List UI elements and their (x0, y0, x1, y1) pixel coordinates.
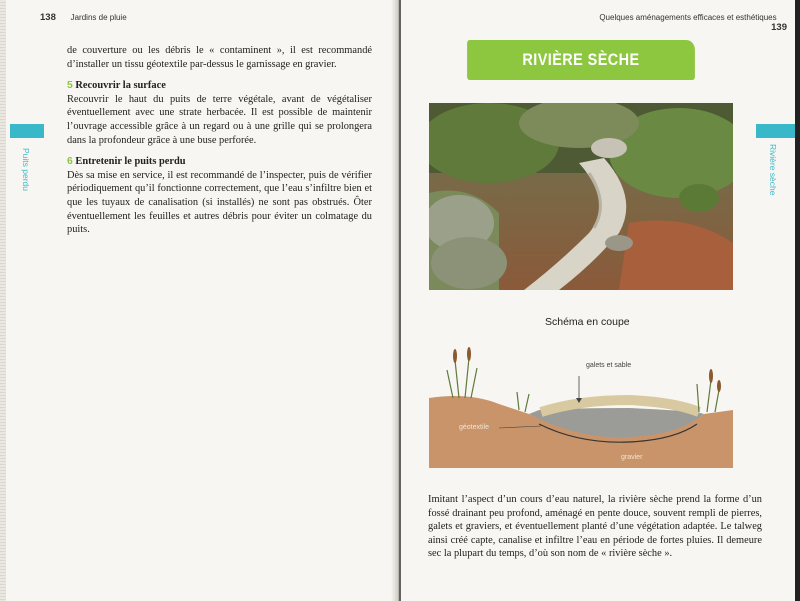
step-6 (67, 155, 372, 237)
cross-section-drawing (429, 340, 733, 468)
step-title: Entretenir le puits perdu (75, 156, 186, 168)
running-title: Jardins de pluie (70, 13, 127, 22)
side-label: Rivière sèche (768, 144, 778, 196)
description-paragraph: Imitant l’aspect d’un cours d’eau naturel, la rivière sèche prend la forme d’un fossé drainant peu profond, aménagé en pente douce, souvent rempli de pierres, galets et graviers, et éventuellement planté d’une végétation adaptée. Le talweg ainsi créé capte, canalise et infiltre l’eau en période de fortes pluies. Il demeure sec la plupart du temps, d’où son nom de « rivière sèche ». (428, 494, 762, 560)
step-number: 5 (67, 80, 73, 92)
page-edge (0, 0, 6, 601)
right-body (428, 493, 762, 569)
step-number: 6 (67, 156, 73, 168)
diagram-title: Schéma en coupe (545, 316, 630, 328)
right-page (401, 0, 795, 601)
photo-illustration (429, 103, 733, 290)
label-galets: galets et sable (586, 362, 632, 369)
left-folio (40, 12, 127, 23)
right-folio (597, 12, 787, 33)
section-banner: RIVIÈRE SÈCHE (467, 40, 695, 80)
left-body (67, 44, 372, 245)
step-text: Dès sa mise en service, il est recommandé de l’inspecter, puis de vérifier périodiquement qu’il fonctionne correctement, que l’eau s’infiltre bien et que les tuyaux de canalisation (si installés) ne sont pas obstrués. Ôter éventuellement les feuilles et autres débris pour éviter un colmatage du puits. (67, 169, 372, 236)
section-tab (756, 124, 795, 138)
book-edge (795, 0, 800, 601)
page-number: 139 (771, 22, 787, 33)
label-gravier: gravier (621, 454, 643, 461)
step-title: Recouvrir la surface (75, 80, 166, 92)
label-geotextile: géotextile (459, 424, 489, 431)
page-number: 138 (40, 12, 56, 23)
section-tab (10, 124, 44, 138)
step-5 (67, 79, 372, 147)
intro-paragraph: de couverture ou les débris le « contaminent », il est recommandé d’installer un tissu géotextile par-dessus le garnissage en gravier. (67, 45, 372, 70)
cross-section-diagram (429, 340, 733, 468)
side-label: Puits perdu (21, 148, 31, 191)
dry-river-photo (429, 103, 733, 290)
running-title: Quelques aménagements efficaces et esthétiques (599, 13, 777, 22)
step-text: Recouvrir le haut du puits de terre végétale, avant de végétaliser éventuellement avec une strate herbacée. Il est possible de maintenir l’ouvrage accessible grâce à un regard ou à une grille qui se prolongera dans la profondeur grâce à une buse perforée. (67, 93, 372, 146)
